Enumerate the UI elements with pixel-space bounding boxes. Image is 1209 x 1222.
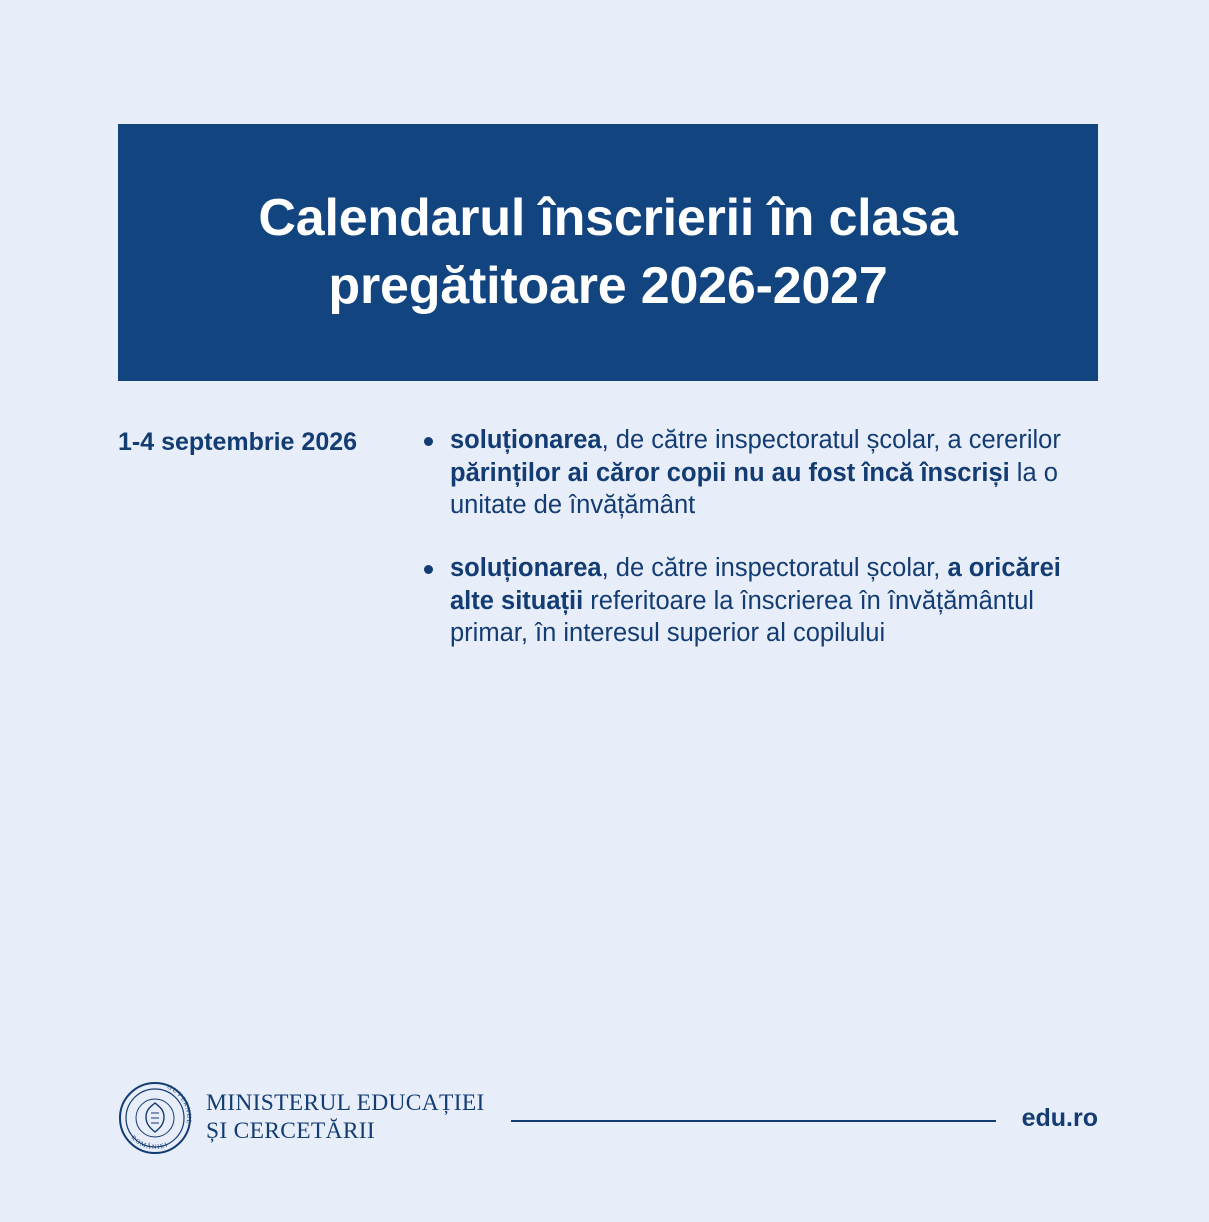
schedule-row <box>118 424 1098 650</box>
schedule-date: 1-4 septembrie 2026 <box>118 428 358 456</box>
ministry-name-line2: ȘI CERCETĂRII <box>206 1118 376 1144</box>
footer <box>118 1078 1098 1158</box>
svg-text:ROMÂNIEI: ROMÂNIEI <box>129 1134 170 1152</box>
government-seal-icon <box>118 1081 192 1155</box>
list-item-emphasis: soluționarea <box>450 553 602 582</box>
website-label: edu.ro <box>1021 1103 1098 1132</box>
list-item-emphasis: soluționarea <box>450 426 602 454</box>
list-item-text: la o unitate de învățământ <box>450 458 1058 520</box>
schedule-section <box>118 424 1098 650</box>
list-item-text: , de către inspectoratul școlar, <box>601 553 948 582</box>
footer-divider <box>511 1120 996 1122</box>
list-item-text: , de către inspectoratul școlar, a cererilor <box>601 426 1061 454</box>
list-item-emphasis: a oricărei alte situații <box>450 553 1061 615</box>
ministry-name <box>206 1090 485 1145</box>
svg-text:GUVERNUL: GUVERNUL <box>165 1083 192 1125</box>
list-item-text: referitoare la înscrierea în învățământul primar, în interesul superior al copilului <box>450 586 1034 648</box>
title-banner <box>118 124 1098 381</box>
list-item-emphasis: părinților ai căror copii nu au fost încă înscriși <box>450 458 1010 487</box>
schedule-items <box>408 424 1098 650</box>
list-item <box>416 552 1098 650</box>
ministry-name-line1: MINISTERUL EDUCAȚIEI <box>206 1090 485 1117</box>
page-title: Calendarul înscrierii în clasa pregătitoare 2026-2027 <box>258 188 958 315</box>
list-item <box>416 424 1098 522</box>
bullet-list <box>416 424 1098 650</box>
